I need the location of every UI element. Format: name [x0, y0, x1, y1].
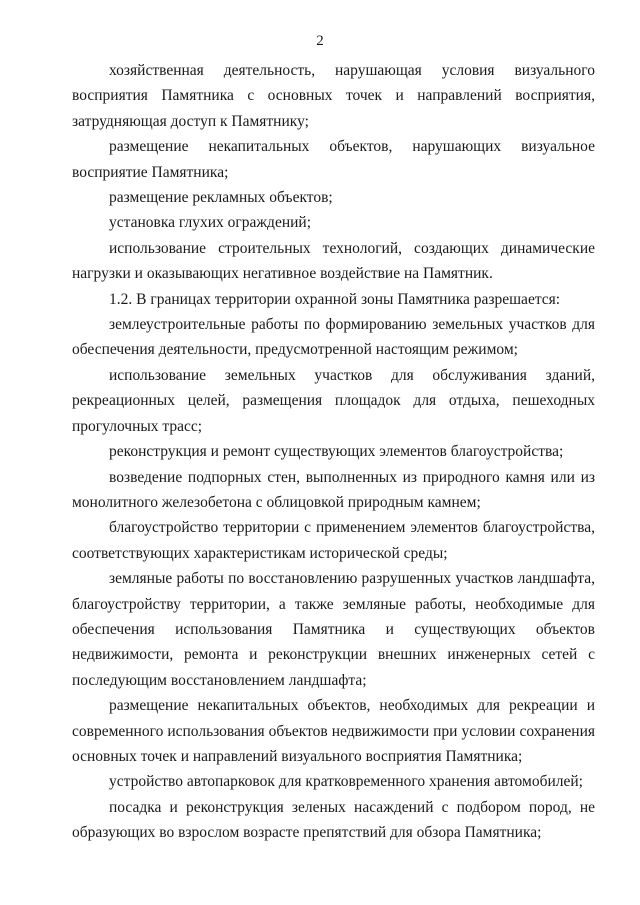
paragraph-restriction-temporary-objects: размещение некапитальных объектов, нарушающих визуальное восприятие Памятника;: [72, 138, 595, 181]
paragraph-allowed-landscaping-repair: реконструкция и ремонт существующих элементов благоустройства;: [109, 443, 564, 461]
paragraph-allowed-temporary-objects: размещение некапитальных объектов, необходимых для рекреации и современного использования объектов недвижимости при условии сохранения основных точек и направлений визуального восприятия Памятника;: [72, 697, 595, 765]
paragraph-restriction-blind-fences: установка глухих ограждений;: [109, 214, 312, 232]
paragraph-restriction-economic-activity: хозяйственная деятельность, нарушающая условия визуального восприятия Памятника с основных точек и направлений восприятия, затрудняющая доступ к Памятнику;: [72, 62, 595, 130]
paragraph-allowed-earthworks: земляные работы по восстановлению разрушенных участков ландшафта, благоустройству территории, а также земляные работы, необходимые для обеспечения использования Памятника и существующих объектов недвижимости, ремонта и реконструкции внешних инженерных сетей с последующим восстановлением ландшафта;: [72, 570, 595, 689]
paragraph-restriction-advertising: размещение рекламных объектов;: [109, 189, 333, 207]
paragraph-allowed-territory-improvement: благоустройство территории с применением элементов благоустройства, соответствующих характеристикам исторической среды;: [72, 519, 595, 562]
paragraph-allowed-parking: устройство автопарковок для кратковременного хранения автомобилей;: [109, 773, 583, 791]
page-number: 2: [316, 33, 324, 49]
paragraph-allowed-land-surveying: землеустроительные работы по формированию земельных участков для обеспечения деятельности, предусмотренной настоящим режимом;: [72, 316, 595, 359]
paragraph-allowed-planting: посадка и реконструкция зеленых насаждений с подбором пород, не образующих во взрослом возрасте препятствий для обзора Памятника;: [72, 798, 595, 842]
paragraph-section-1-2-heading: 1.2. В границах территории охранной зоны Памятника разрешается:: [109, 290, 561, 308]
paragraph-allowed-retaining-walls: возведение подпорных стен, выполненных из природного камня или из монолитного железобетона с облицовкой природным камнем;: [72, 468, 595, 511]
paragraph-allowed-land-use: использование земельных участков для обслуживания зданий, рекреационных целей, размещения площадок для отдыха, пешеходных прогулочных трасс;: [72, 366, 595, 435]
paragraph-restriction-construction-technologies: использование строительных технологий, создающих динамические нагрузки и оказывающих негативное воздействие на Памятник.: [72, 239, 595, 283]
document-body: [72, 58, 595, 846]
